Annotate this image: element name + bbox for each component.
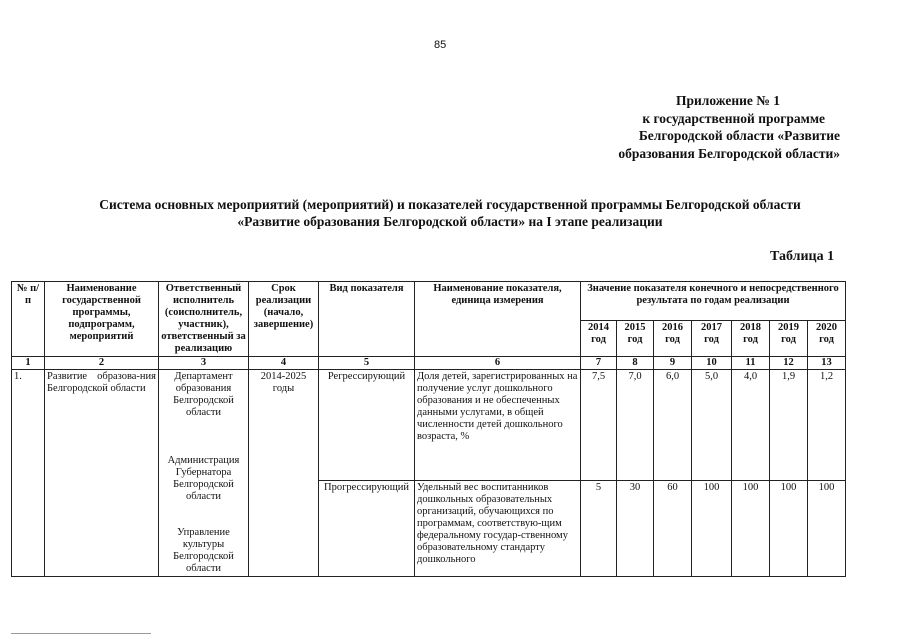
- header-indicator: Наименование показателя, единица измерения: [415, 282, 581, 357]
- measures-table: [11, 281, 846, 577]
- column-number: 12: [770, 357, 808, 370]
- column-number: 9: [654, 357, 692, 370]
- indicator-value: 60: [654, 480, 692, 576]
- header-year: 2018 год: [732, 320, 770, 357]
- table-label: Таблица 1: [770, 249, 835, 264]
- indicator-kind: Прогрессирующий: [319, 480, 415, 576]
- row-name: Развитие образова-ния Белгородской области: [45, 370, 159, 577]
- column-number-row: [12, 357, 846, 370]
- indicator-name: Удельный вес воспитанников дошкольных образовательных организаций, обучающихся по программам, соответствую-щим федеральному государ-ственному образовательному стандарту дошкольного: [415, 480, 581, 576]
- header-year: 2015 год: [617, 320, 654, 357]
- appendix-line-3: Белгородской области «Развитие: [638, 128, 840, 143]
- indicator-value: 5,0: [692, 370, 732, 481]
- column-number: 13: [808, 357, 846, 370]
- header-year: 2014 год: [581, 320, 617, 357]
- row-term: 2014-2025 годы: [249, 370, 319, 577]
- column-number: 3: [159, 357, 249, 370]
- indicator-value: 100: [732, 480, 770, 576]
- table-row: [12, 370, 846, 481]
- header-kind: Вид показателя: [319, 282, 415, 357]
- column-number: 2: [45, 357, 159, 370]
- executor-3: Управление культуры Белгородской области: [173, 527, 234, 574]
- appendix-line-4: образования Белгородской области»: [618, 145, 840, 161]
- header-num: № п/п: [12, 282, 45, 357]
- document-title: [20, 196, 880, 230]
- indicator-value: 100: [808, 480, 846, 576]
- indicator-name: Доля детей, зарегистрированных на получение услуг дошкольного образования и не обеспеченных данными услугами, в общей численности детей дошкольного возраста, %: [415, 370, 581, 481]
- header-year: 2016 год: [654, 320, 692, 357]
- column-number: 7: [581, 357, 617, 370]
- indicator-value: 4,0: [732, 370, 770, 481]
- indicator-value: 1,9: [770, 370, 808, 481]
- appendix-block: [585, 92, 840, 162]
- indicator-value: 7,5: [581, 370, 617, 481]
- appendix-line-1: Приложение № 1: [676, 93, 780, 108]
- column-number: 8: [617, 357, 654, 370]
- indicator-value: 100: [770, 480, 808, 576]
- row-executor: [159, 370, 249, 577]
- indicator-value: 1,2: [808, 370, 846, 481]
- indicator-value: 7,0: [617, 370, 654, 481]
- footer-rule: [11, 633, 151, 634]
- column-number: 11: [732, 357, 770, 370]
- column-number: 5: [319, 357, 415, 370]
- title-line-1: Система основных мероприятий (мероприятий) и показателей государственной программы Белгородской области: [99, 197, 801, 212]
- column-number: 10: [692, 357, 732, 370]
- column-number: 4: [249, 357, 319, 370]
- header-values: Значение показателя конечного и непосредственного результата по годам реализации: [581, 282, 846, 321]
- header-term: Срок реализации (начало, завершение): [249, 282, 319, 357]
- indicator-value: 30: [617, 480, 654, 576]
- column-number: 6: [415, 357, 581, 370]
- page-number: 85: [434, 39, 447, 51]
- title-line-2: «Развитие образования Белгородской области» на I этапе реализации: [237, 214, 663, 229]
- header-year: 2017 год: [692, 320, 732, 357]
- appendix-line-2: к государственной программе: [642, 110, 825, 126]
- header-year: 2020 год: [808, 320, 846, 357]
- row-number: 1.: [12, 370, 45, 577]
- header-name: Наименование государственной программы, подпрограмм, мероприятий: [45, 282, 159, 357]
- executor-1: Департамент образования Белгородской области: [173, 371, 234, 418]
- executor-2: Администрация Губернатора Белгородской области: [167, 455, 240, 502]
- indicator-value: 100: [692, 480, 732, 576]
- indicator-kind: Регрессирующий: [319, 370, 415, 481]
- column-number: 1: [12, 357, 45, 370]
- indicator-value: 5: [581, 480, 617, 576]
- header-executor: Ответственный исполнитель (соисполнитель, участник), ответственный за реализацию: [159, 282, 249, 357]
- indicator-value: 6,0: [654, 370, 692, 481]
- header-year: 2019 год: [770, 320, 808, 357]
